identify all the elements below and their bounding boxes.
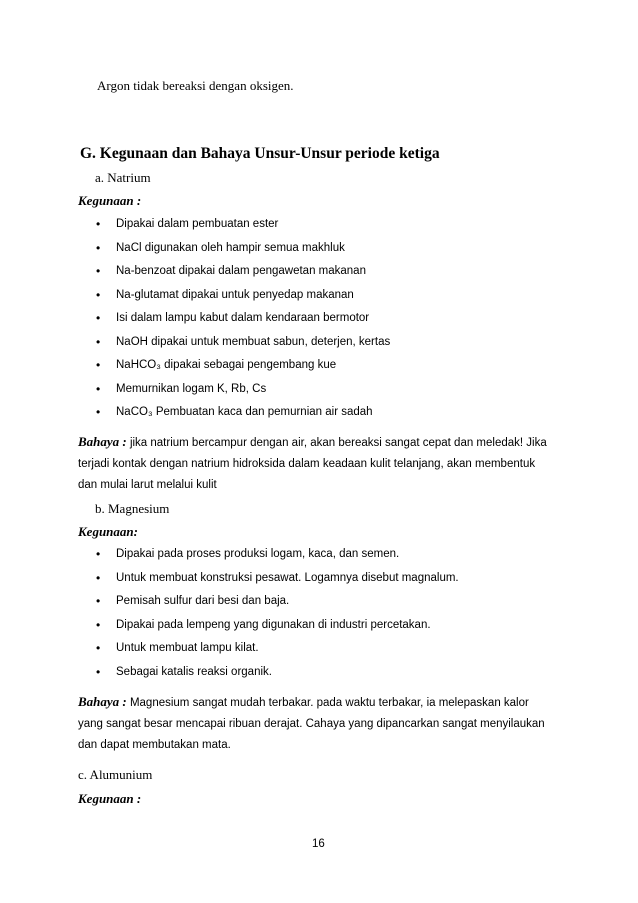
alumunium-title: c. Alumunium (78, 767, 153, 782)
natrium-bahaya-label: Bahaya : (78, 434, 127, 449)
list-item: • Pemisah sulfur dari besi dan baja. (96, 594, 290, 608)
magnesium-title: b. Magnesium (95, 501, 170, 516)
page-number: 16 (312, 838, 325, 850)
list-item: • Untuk membuat lampu kilat. (96, 641, 259, 655)
natrium-kegunaan-list (78, 216, 390, 428)
list-item: • Memurnikan logam K, Rb, Cs (96, 381, 267, 396)
magnesium-kegunaan-list (78, 546, 459, 687)
magnesium-bahaya-label: Bahaya : (78, 694, 127, 709)
intro-text: Argon tidak bereaksi dengan oksigen. (97, 78, 294, 93)
list-item: • Na-glutamat dipakai untuk penyedap makanan (96, 287, 354, 302)
list-item: • NaOH dipakai untuk membuat sabun, deterjen, kertas (96, 334, 391, 349)
magnesium-bahaya-paragraph: Bahaya : Magnesium sangat mudah terbakar. pada waktu terbakar, ia melepaskan kalor yang sangat besar mencapai ribuan derajat. Cahaya yang dipancarkan sangat menyilaukan dan dapat membutakan mata. (78, 694, 545, 751)
natrium-kegunaan-label: Kegunaan : (78, 193, 142, 208)
list-item: • Isi dalam lampu kabut dalam kendaraan bermotor (96, 311, 370, 325)
list-item: • NaCl digunakan oleh hampir semua makhluk (96, 240, 345, 255)
list-item: • Na-benzoat dipakai dalam pengawetan makanan (96, 264, 366, 278)
magnesium-kegunaan-label: Kegunaan: (78, 524, 138, 539)
list-item: • NaHCO₃ dipakai sebagai pengembang kue (96, 358, 337, 372)
list-item: • Dipakai pada proses produksi logam, kaca, dan semen. (96, 547, 400, 561)
section-heading: G. Kegunaan dan Bahaya Unsur-Unsur periode ketiga (80, 145, 440, 162)
list-item: • Untuk membuat konstruksi pesawat. Logamnya disebut magnalum. (96, 570, 459, 585)
alumunium-kegunaan-label: Kegunaan : (78, 791, 142, 806)
list-item: • Sebagai katalis reaksi organik. (96, 664, 272, 679)
natrium-title: a. Natrium (95, 170, 151, 185)
natrium-bahaya-paragraph: Bahaya : jika natrium bercampur dengan air, akan bereaksi sangat cepat dan meledak! Jika terjadi kontak dengan natrium hidroksida dalam keadaan kulit telanjang, akan membentuk dan mulai larut melalui kulit (78, 434, 547, 491)
list-item: • Dipakai pada lempeng yang digunakan di industri percetakan. (96, 617, 431, 632)
list-item: • NaCO₃ Pembuatan kaca dan pemurnian air sadah (96, 405, 373, 419)
list-item: • Dipakai dalam pembuatan ester (96, 217, 279, 231)
